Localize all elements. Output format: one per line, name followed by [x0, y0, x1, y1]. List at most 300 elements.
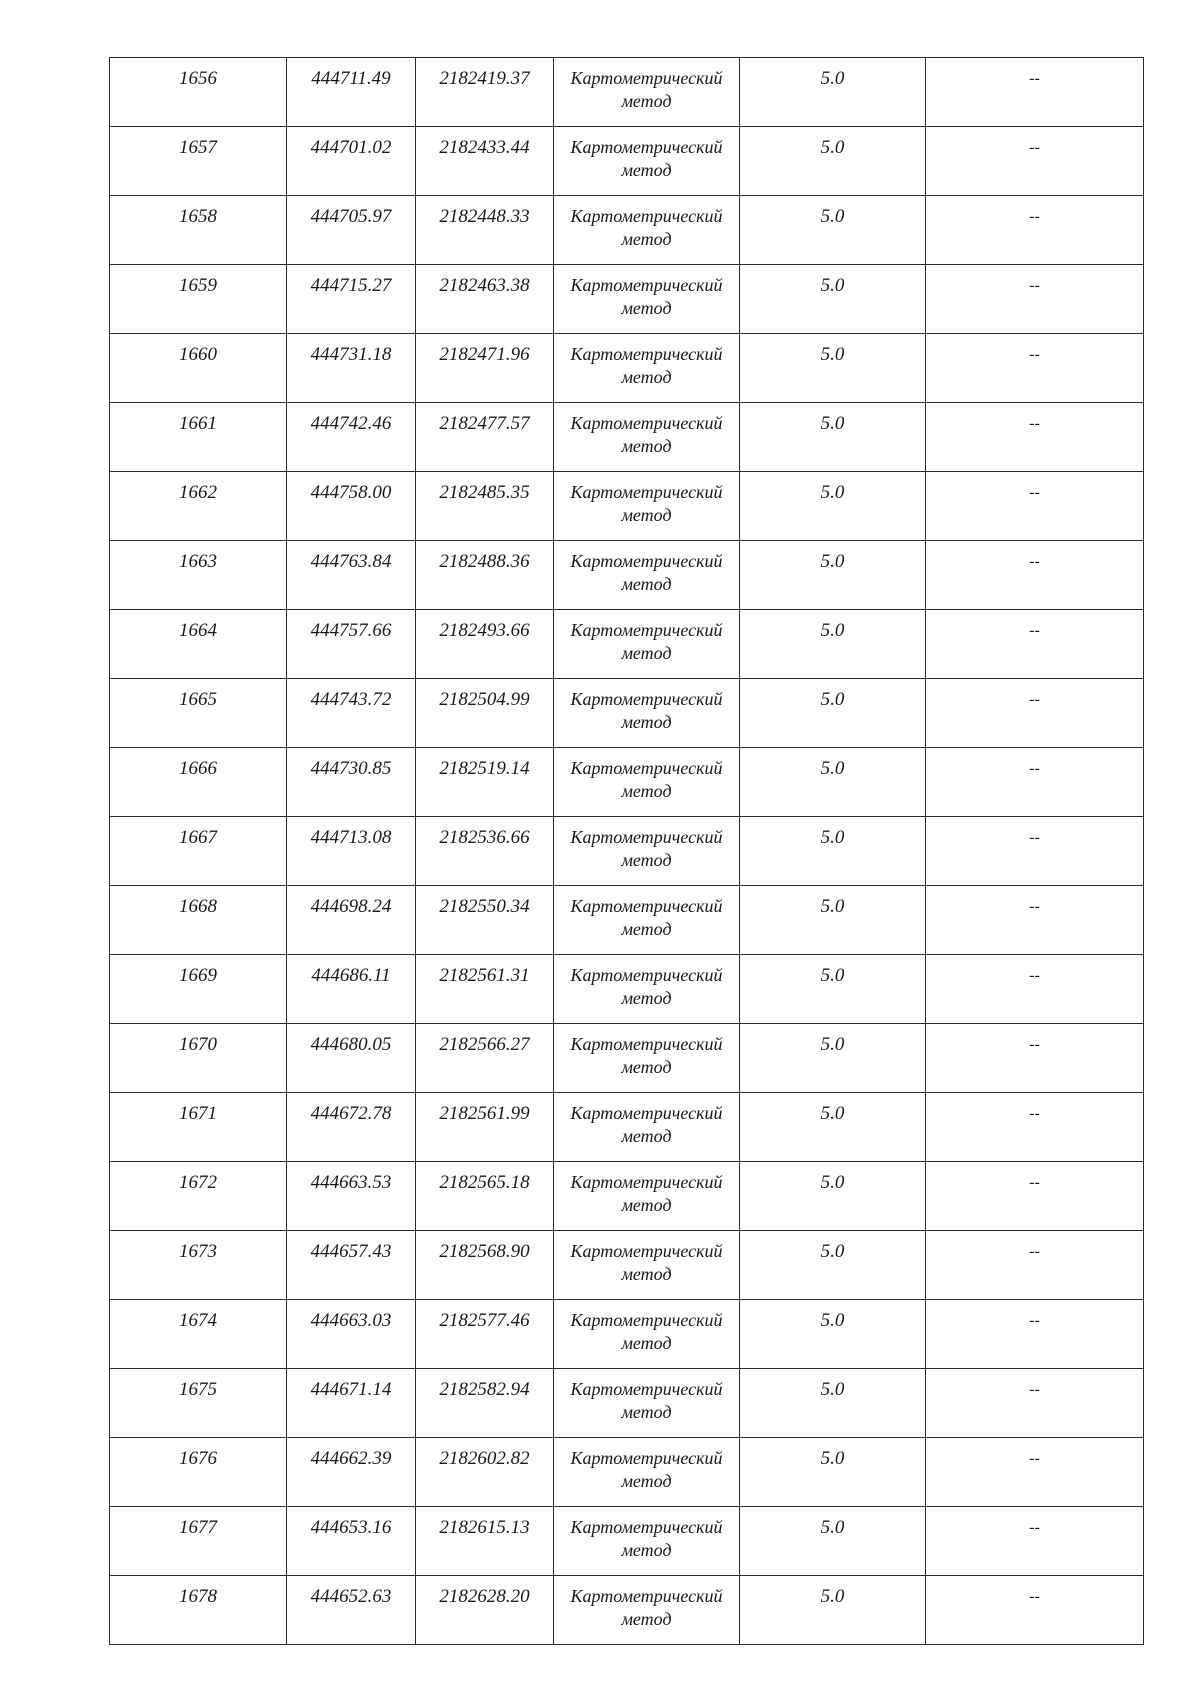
point-number-cell [110, 748, 287, 817]
method-cell [554, 196, 740, 265]
description-cell [926, 1231, 1144, 1300]
y-coordinate-cell [416, 127, 554, 196]
method-label-line1: Картометрический [570, 68, 723, 88]
accuracy-cell [740, 1162, 926, 1231]
method-cell [554, 748, 740, 817]
x-coordinate-text: 444701.02 [310, 137, 392, 158]
description-cell [926, 1162, 1144, 1231]
accuracy-cell [740, 748, 926, 817]
accuracy-cell [740, 1231, 926, 1300]
method-label-line1: Картометрический [570, 344, 723, 364]
description-text: -- [1029, 967, 1040, 984]
y-coordinate-cell [416, 334, 554, 403]
point-number-cell [110, 127, 287, 196]
accuracy-text: 5.0 [820, 1379, 845, 1400]
method-label-line2: метод [621, 367, 672, 387]
y-coordinate-cell [416, 1093, 554, 1162]
method-label-line1: Картометрический [570, 1586, 723, 1606]
point-number-cell [110, 1576, 287, 1645]
x-coordinate-text: 444698.24 [310, 896, 392, 917]
description-cell [926, 1024, 1144, 1093]
method-label-line1: Картометрический [570, 620, 723, 640]
method-label-line1: Картометрический [570, 275, 723, 295]
x-coordinate-text: 444680.05 [310, 1034, 392, 1055]
accuracy-text: 5.0 [820, 1241, 845, 1262]
method-label-line1: Картометрический [570, 1103, 723, 1123]
method-label-line2: метод [621, 643, 672, 663]
x-coordinate-text: 444713.08 [310, 827, 392, 848]
accuracy-cell [740, 1438, 926, 1507]
description-text: -- [1029, 691, 1040, 708]
y-coordinate-cell [416, 817, 554, 886]
accuracy-cell [740, 679, 926, 748]
method-cell [554, 955, 740, 1024]
method-label-line2: метод [621, 1402, 672, 1422]
method-label-line2: метод [621, 1057, 672, 1077]
x-coordinate-text: 444657.43 [310, 1241, 392, 1262]
table-row [110, 541, 1144, 610]
y-coordinate-cell [416, 1507, 554, 1576]
method-cell [554, 1576, 740, 1645]
point-number-cell [110, 265, 287, 334]
point-number-text: 1669 [179, 965, 217, 986]
y-coordinate-text: 2182615.13 [439, 1517, 530, 1538]
x-coordinate-cell [287, 334, 416, 403]
method-label-line2: метод [621, 91, 672, 111]
method-label-line2: метод [621, 298, 672, 318]
point-number-cell [110, 1162, 287, 1231]
description-cell [926, 58, 1144, 127]
accuracy-text: 5.0 [820, 1586, 845, 1607]
x-coordinate-text: 444730.85 [310, 758, 392, 779]
y-coordinate-text: 2182463.38 [439, 275, 530, 296]
table-row [110, 58, 1144, 127]
y-coordinate-text: 2182561.31 [439, 965, 530, 986]
description-cell [926, 817, 1144, 886]
point-number-cell [110, 1369, 287, 1438]
method-label-line2: метод [621, 229, 672, 249]
x-coordinate-text: 444671.14 [310, 1379, 392, 1400]
method-cell [554, 679, 740, 748]
description-text: -- [1029, 1588, 1040, 1605]
x-coordinate-text: 444743.72 [310, 689, 392, 710]
point-number-cell [110, 886, 287, 955]
description-text: -- [1029, 1174, 1040, 1191]
y-coordinate-cell [416, 1438, 554, 1507]
point-number-text: 1674 [179, 1310, 217, 1331]
x-coordinate-text: 444763.84 [310, 551, 392, 572]
table-row [110, 886, 1144, 955]
accuracy-cell [740, 1507, 926, 1576]
point-number-cell [110, 196, 287, 265]
description-text: -- [1029, 1312, 1040, 1329]
table-row [110, 748, 1144, 817]
accuracy-text: 5.0 [820, 1034, 845, 1055]
method-label-line1: Картометрический [570, 482, 723, 502]
description-cell [926, 1438, 1144, 1507]
accuracy-cell [740, 541, 926, 610]
accuracy-cell [740, 265, 926, 334]
point-number-cell [110, 1024, 287, 1093]
description-text: -- [1029, 1519, 1040, 1536]
description-cell [926, 472, 1144, 541]
method-cell [554, 334, 740, 403]
description-text: -- [1029, 760, 1040, 777]
method-label-line2: метод [621, 1540, 672, 1560]
point-number-cell [110, 1093, 287, 1162]
method-label-line1: Картометрический [570, 413, 723, 433]
accuracy-text: 5.0 [820, 275, 845, 296]
method-cell [554, 127, 740, 196]
accuracy-text: 5.0 [820, 344, 845, 365]
table-row [110, 1231, 1144, 1300]
point-number-cell [110, 403, 287, 472]
method-label-line1: Картометрический [570, 1448, 723, 1468]
point-number-text: 1671 [179, 1103, 217, 1124]
description-text: -- [1029, 1381, 1040, 1398]
y-coordinate-cell [416, 1369, 554, 1438]
accuracy-cell [740, 196, 926, 265]
description-cell [926, 127, 1144, 196]
accuracy-cell [740, 58, 926, 127]
description-text: -- [1029, 1450, 1040, 1467]
point-number-cell [110, 679, 287, 748]
y-coordinate-cell [416, 265, 554, 334]
y-coordinate-text: 2182485.35 [439, 482, 530, 503]
y-coordinate-text: 2182448.33 [439, 206, 530, 227]
point-number-text: 1659 [179, 275, 217, 296]
method-label-line2: метод [621, 988, 672, 1008]
x-coordinate-text: 444715.27 [310, 275, 392, 296]
method-cell [554, 1024, 740, 1093]
description-text: -- [1029, 70, 1040, 87]
point-number-text: 1678 [179, 1586, 217, 1607]
method-cell [554, 1162, 740, 1231]
accuracy-text: 5.0 [820, 1103, 845, 1124]
method-label-line1: Картометрический [570, 896, 723, 916]
coordinates-table [109, 57, 1144, 1645]
point-number-cell [110, 472, 287, 541]
x-coordinate-cell [287, 1231, 416, 1300]
accuracy-text: 5.0 [820, 482, 845, 503]
y-coordinate-text: 2182433.44 [439, 137, 530, 158]
point-number-cell [110, 541, 287, 610]
x-coordinate-cell [287, 1576, 416, 1645]
x-coordinate-cell [287, 1507, 416, 1576]
method-cell [554, 1507, 740, 1576]
method-cell [554, 886, 740, 955]
x-coordinate-text: 444742.46 [310, 413, 392, 434]
method-label-line1: Картометрический [570, 551, 723, 571]
table-row [110, 472, 1144, 541]
y-coordinate-cell [416, 610, 554, 679]
x-coordinate-cell [287, 1162, 416, 1231]
description-cell [926, 610, 1144, 679]
accuracy-text: 5.0 [820, 1448, 845, 1469]
accuracy-cell [740, 1024, 926, 1093]
description-text: -- [1029, 1105, 1040, 1122]
method-cell [554, 610, 740, 679]
y-coordinate-cell [416, 1300, 554, 1369]
point-number-text: 1664 [179, 620, 217, 641]
accuracy-cell [740, 955, 926, 1024]
y-coordinate-cell [416, 1024, 554, 1093]
point-number-cell [110, 1300, 287, 1369]
x-coordinate-text: 444731.18 [310, 344, 392, 365]
accuracy-text: 5.0 [820, 1172, 845, 1193]
point-number-text: 1677 [179, 1517, 217, 1538]
coordinates-table-body [110, 58, 1144, 1645]
description-cell [926, 1093, 1144, 1162]
point-number-cell [110, 334, 287, 403]
method-cell [554, 541, 740, 610]
description-text: -- [1029, 208, 1040, 225]
x-coordinate-text: 444663.53 [310, 1172, 392, 1193]
table-row [110, 1024, 1144, 1093]
accuracy-cell [740, 1576, 926, 1645]
table-row [110, 403, 1144, 472]
accuracy-text: 5.0 [820, 689, 845, 710]
table-row [110, 196, 1144, 265]
point-number-text: 1666 [179, 758, 217, 779]
description-cell [926, 955, 1144, 1024]
method-label-line1: Картометрический [570, 206, 723, 226]
description-text: -- [1029, 622, 1040, 639]
description-cell [926, 541, 1144, 610]
method-label-line1: Картометрический [570, 689, 723, 709]
method-label-line1: Картометрический [570, 1172, 723, 1192]
x-coordinate-cell [287, 886, 416, 955]
y-coordinate-text: 2182628.20 [439, 1586, 530, 1607]
point-number-cell [110, 955, 287, 1024]
y-coordinate-text: 2182519.14 [439, 758, 530, 779]
method-label-line2: метод [621, 160, 672, 180]
description-cell [926, 196, 1144, 265]
description-text: -- [1029, 898, 1040, 915]
y-coordinate-text: 2182493.66 [439, 620, 530, 641]
accuracy-cell [740, 1300, 926, 1369]
method-cell [554, 403, 740, 472]
accuracy-cell [740, 472, 926, 541]
x-coordinate-cell [287, 817, 416, 886]
x-coordinate-cell [287, 1369, 416, 1438]
y-coordinate-cell [416, 1162, 554, 1231]
x-coordinate-cell [287, 265, 416, 334]
point-number-cell [110, 1438, 287, 1507]
y-coordinate-text: 2182536.66 [439, 827, 530, 848]
method-cell [554, 1369, 740, 1438]
accuracy-text: 5.0 [820, 1517, 845, 1538]
x-coordinate-text: 444757.66 [310, 620, 392, 641]
accuracy-cell [740, 817, 926, 886]
y-coordinate-cell [416, 955, 554, 1024]
method-label-line2: метод [621, 1264, 672, 1284]
description-text: -- [1029, 346, 1040, 363]
description-text: -- [1029, 139, 1040, 156]
description-text: -- [1029, 1243, 1040, 1260]
y-coordinate-cell [416, 58, 554, 127]
method-cell [554, 817, 740, 886]
table-row [110, 1300, 1144, 1369]
x-coordinate-cell [287, 1438, 416, 1507]
point-number-cell [110, 1231, 287, 1300]
x-coordinate-text: 444758.00 [310, 482, 392, 503]
x-coordinate-text: 444686.11 [311, 965, 391, 986]
method-label-line2: метод [621, 1609, 672, 1629]
accuracy-cell [740, 1093, 926, 1162]
point-number-text: 1673 [179, 1241, 217, 1262]
accuracy-cell [740, 334, 926, 403]
table-row [110, 955, 1144, 1024]
accuracy-text: 5.0 [820, 965, 845, 986]
table-row [110, 610, 1144, 679]
table-row [110, 127, 1144, 196]
method-cell [554, 472, 740, 541]
y-coordinate-text: 2182561.99 [439, 1103, 530, 1124]
table-row [110, 1438, 1144, 1507]
y-coordinate-cell [416, 1576, 554, 1645]
x-coordinate-cell [287, 403, 416, 472]
description-text: -- [1029, 415, 1040, 432]
description-cell [926, 334, 1144, 403]
description-text: -- [1029, 829, 1040, 846]
method-label-line1: Картометрический [570, 137, 723, 157]
x-coordinate-cell [287, 58, 416, 127]
method-label-line2: метод [621, 505, 672, 525]
description-cell [926, 1507, 1144, 1576]
table-row [110, 334, 1144, 403]
point-number-cell [110, 817, 287, 886]
description-cell [926, 403, 1144, 472]
x-coordinate-cell [287, 955, 416, 1024]
accuracy-text: 5.0 [820, 206, 845, 227]
y-coordinate-text: 2182582.94 [439, 1379, 530, 1400]
method-label-line2: метод [621, 1126, 672, 1146]
point-number-text: 1657 [179, 137, 217, 158]
point-number-text: 1668 [179, 896, 217, 917]
accuracy-text: 5.0 [820, 896, 845, 917]
accuracy-cell [740, 127, 926, 196]
accuracy-text: 5.0 [820, 1310, 845, 1331]
point-number-cell [110, 610, 287, 679]
y-coordinate-text: 2182471.96 [439, 344, 530, 365]
point-number-text: 1656 [179, 68, 217, 89]
x-coordinate-cell [287, 541, 416, 610]
accuracy-text: 5.0 [820, 413, 845, 434]
point-number-text: 1663 [179, 551, 217, 572]
point-number-cell [110, 58, 287, 127]
accuracy-text: 5.0 [820, 620, 845, 641]
y-coordinate-text: 2182566.27 [439, 1034, 530, 1055]
method-cell [554, 1438, 740, 1507]
method-label-line1: Картометрический [570, 758, 723, 778]
point-number-cell [110, 1507, 287, 1576]
y-coordinate-cell [416, 403, 554, 472]
accuracy-text: 5.0 [820, 137, 845, 158]
method-label-line1: Картометрический [570, 965, 723, 985]
y-coordinate-text: 2182565.18 [439, 1172, 530, 1193]
accuracy-cell [740, 403, 926, 472]
x-coordinate-cell [287, 196, 416, 265]
y-coordinate-text: 2182504.99 [439, 689, 530, 710]
point-number-text: 1667 [179, 827, 217, 848]
point-number-text: 1675 [179, 1379, 217, 1400]
method-label-line2: метод [621, 1333, 672, 1353]
x-coordinate-text: 444653.16 [310, 1517, 392, 1538]
description-text: -- [1029, 277, 1040, 294]
method-label-line2: метод [621, 1471, 672, 1491]
description-cell [926, 1576, 1144, 1645]
point-number-text: 1665 [179, 689, 217, 710]
y-coordinate-cell [416, 196, 554, 265]
x-coordinate-text: 444711.49 [311, 68, 391, 89]
x-coordinate-cell [287, 127, 416, 196]
y-coordinate-cell [416, 541, 554, 610]
description-cell [926, 886, 1144, 955]
y-coordinate-text: 2182419.37 [439, 68, 530, 89]
y-coordinate-cell [416, 679, 554, 748]
table-row [110, 1369, 1144, 1438]
method-cell [554, 58, 740, 127]
y-coordinate-cell [416, 886, 554, 955]
table-row [110, 265, 1144, 334]
x-coordinate-text: 444672.78 [310, 1103, 392, 1124]
table-row [110, 1162, 1144, 1231]
method-label-line2: метод [621, 712, 672, 732]
description-cell [926, 748, 1144, 817]
method-label-line1: Картометрический [570, 1310, 723, 1330]
accuracy-text: 5.0 [820, 68, 845, 89]
point-number-text: 1676 [179, 1448, 217, 1469]
point-number-text: 1660 [179, 344, 217, 365]
description-cell [926, 1300, 1144, 1369]
method-label-line2: метод [621, 850, 672, 870]
method-label-line1: Картометрический [570, 1379, 723, 1399]
accuracy-text: 5.0 [820, 827, 845, 848]
x-coordinate-text: 444705.97 [310, 206, 392, 227]
description-cell [926, 265, 1144, 334]
x-coordinate-text: 444662.39 [310, 1448, 392, 1469]
method-cell [554, 1093, 740, 1162]
point-number-text: 1670 [179, 1034, 217, 1055]
method-label-line2: метод [621, 436, 672, 456]
point-number-text: 1661 [179, 413, 217, 434]
method-label-line2: метод [621, 919, 672, 939]
table-row [110, 1093, 1144, 1162]
x-coordinate-cell [287, 1300, 416, 1369]
table-row [110, 817, 1144, 886]
y-coordinate-cell [416, 748, 554, 817]
accuracy-cell [740, 1369, 926, 1438]
method-label-line1: Картометрический [570, 1241, 723, 1261]
x-coordinate-cell [287, 610, 416, 679]
x-coordinate-cell [287, 472, 416, 541]
y-coordinate-cell [416, 472, 554, 541]
table-row [110, 1576, 1144, 1645]
accuracy-cell [740, 886, 926, 955]
method-label-line2: метод [621, 574, 672, 594]
method-label-line2: метод [621, 781, 672, 801]
y-coordinate-text: 2182568.90 [439, 1241, 530, 1262]
description-text: -- [1029, 484, 1040, 501]
description-cell [926, 679, 1144, 748]
x-coordinate-cell [287, 748, 416, 817]
x-coordinate-cell [287, 679, 416, 748]
accuracy-cell [740, 610, 926, 679]
y-coordinate-text: 2182477.57 [439, 413, 530, 434]
x-coordinate-cell [287, 1093, 416, 1162]
method-cell [554, 265, 740, 334]
